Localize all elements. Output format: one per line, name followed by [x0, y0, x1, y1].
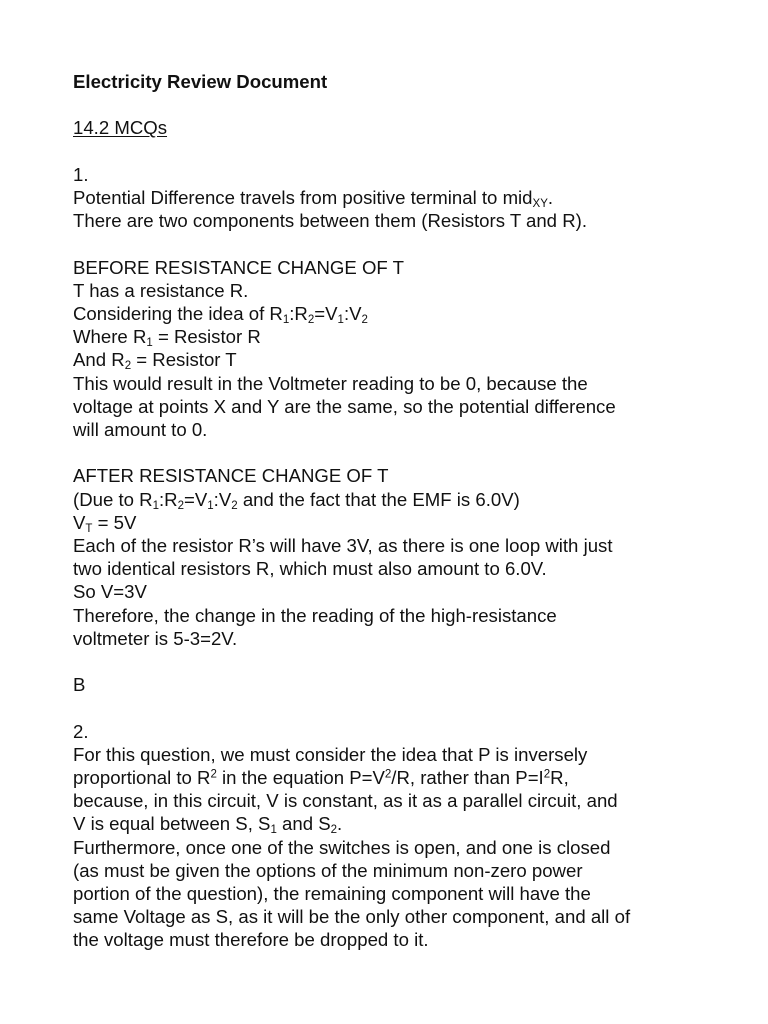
q2-line-7: portion of the question), the remaining component will have the — [73, 883, 591, 905]
q1-before-line-5: This would result in the Voltmeter reading to be 0, because the — [73, 372, 588, 394]
section-heading: 14.2 MCQs — [73, 117, 168, 139]
q1-before-line-7: will amount to 0. — [73, 419, 208, 440]
spacer — [73, 650, 713, 673]
q1-after-line-5: So V=3V — [73, 581, 147, 603]
q1-after-line-3: Each of the resistor R’s will have 3V, as there is one loop with just — [73, 535, 613, 556]
q1-after-heading: AFTER RESISTANCE CHANGE OF T — [73, 465, 389, 487]
q1-and-line: And $R_2$ = Resistor T — [73, 349, 237, 373]
q2-line-3: because, in this circuit, V is constant, as it as a parallel circuit, and — [73, 790, 618, 812]
q1-before-line-1: T has a resistance R. — [73, 279, 249, 301]
spacer — [73, 93, 713, 116]
spacer — [73, 140, 713, 163]
q1-after-line-1: (Due to $R_1:R_2=V_1:V_2$ and the fact that the EMF is 6.0V) — [73, 488, 520, 512]
question-1-number: 1. — [73, 163, 89, 185]
q2-line-2: proportional to $R^2$ in the equation $P=V^2/R$, rather than $P=I^2R$, — [73, 767, 569, 788]
q1-intro-line-1: Potential Difference travels from positive terminal to mid$_{XY}$. — [73, 186, 554, 210]
q2-line-4: V is equal between S, $S_1$ and $S_2$. — [73, 813, 343, 837]
q1-ratio-line: Considering the idea of $R_1:R_2=V_1:V_2$ — [73, 302, 368, 326]
spacer — [73, 441, 713, 464]
document-page — [73, 70, 713, 952]
q1-after-line-6: Therefore, the change in the reading of the high-resistance — [73, 604, 557, 626]
q2-line-1: For this question, we must consider the idea that P is inversely — [73, 743, 588, 765]
q1-intro-line-2: There are two components between them (Resistors T and R). — [73, 210, 587, 232]
q1-after-line-4: two identical resistors R, which must also amount to 6.0V. — [73, 558, 547, 580]
spacer — [73, 696, 713, 719]
q1-where-line: Where $R_1$ = Resistor R — [73, 326, 261, 350]
q2-line-8: same Voltage as S, as it will be the only other component, and all of — [73, 906, 631, 928]
q2-line-5: Furthermore, once one of the switches is open, and one is closed — [73, 836, 611, 858]
q2-line-9: the voltage must therefore be dropped to it. — [73, 929, 429, 951]
q1-before-heading: BEFORE RESISTANCE CHANGE OF T — [73, 256, 404, 278]
q1-before-line-6: voltage at points X and Y are the same, so the potential difference — [73, 395, 616, 417]
question-2-number: 2. — [73, 720, 89, 742]
q1-vt-line: $V_T = 5V$ — [73, 511, 137, 535]
q1-answer: B — [73, 674, 86, 696]
spacer — [73, 232, 713, 255]
q2-line-6: (as must be given the options of the minimum non-zero power — [73, 859, 583, 881]
document-title: Electricity Review Document — [73, 71, 328, 92]
q1-after-line-7: voltmeter is 5-3=2V. — [73, 627, 238, 649]
